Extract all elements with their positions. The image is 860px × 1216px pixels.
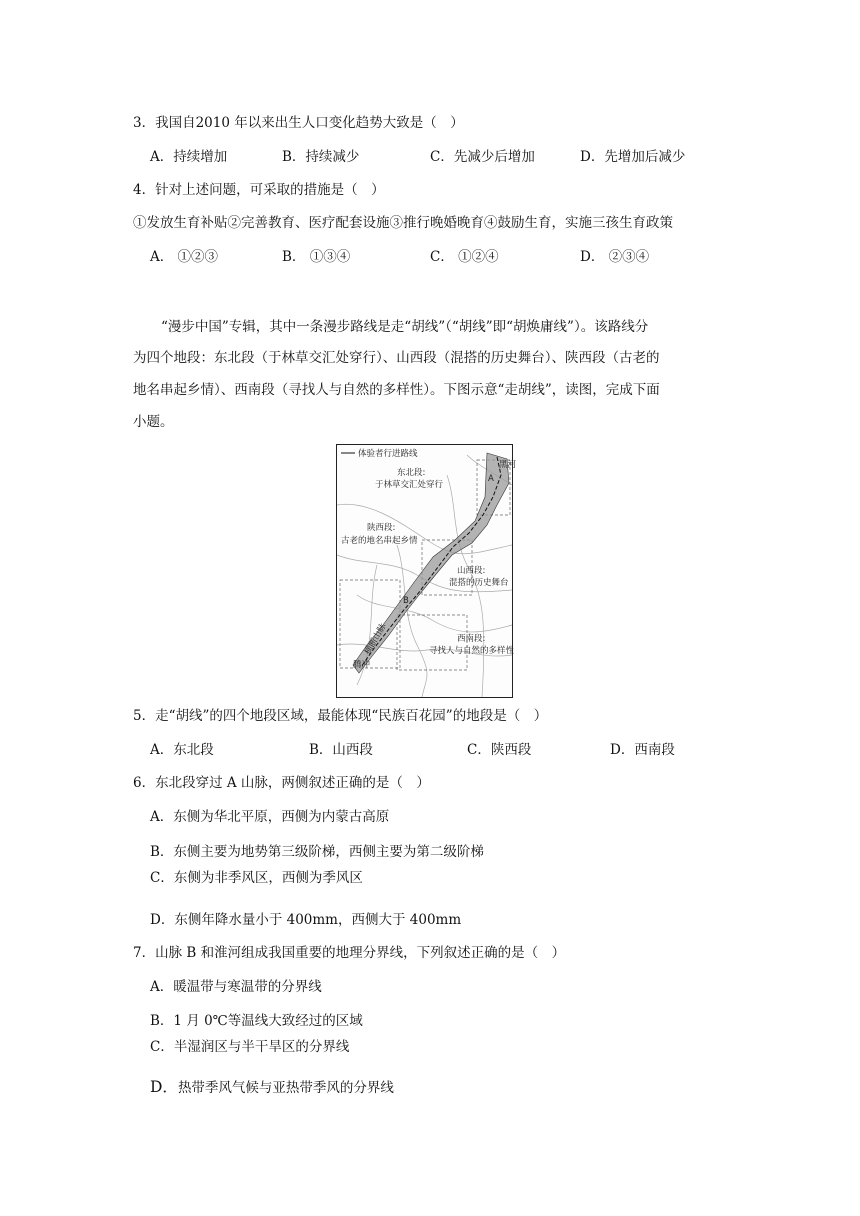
question-4-option-d: D． ②③④ [580, 249, 650, 265]
hu-line-map [336, 444, 517, 698]
hengduan-label: 横断山脉 [362, 622, 389, 657]
question-3-option-d: D．先增加后减少 [580, 149, 686, 165]
shaanxi-title: 陕西段: [367, 523, 396, 533]
question-3-stem: 3．我国自2010 年以来出生人口变化趋势大致是（ ） [133, 115, 464, 131]
question-6-stem: 6．东北段穿过 A 山脉，两侧叙述正确的是（ ） [133, 775, 430, 791]
question-6-option-b: B．东侧主要为地势第三级阶梯，西侧主要为第二级阶梯 [150, 844, 484, 860]
question-7-option-c: C．半湿润区与半干旱区的分界线 [150, 1039, 350, 1055]
question-4-option-a: A． ①②③ [150, 249, 219, 265]
southwest-desc: 寻找人与自然的多样性 [429, 646, 515, 656]
question-5-stem: 5．走“胡线”的四个地段区域，最能体现“民族百花园”的地段是（ ） [133, 708, 548, 724]
question-7-option-d [150, 1078, 394, 1097]
northeast-title: 东北段: [397, 468, 426, 478]
question-4-option-b: B． ①③④ [282, 249, 351, 265]
passage-line-3: 地名串起乡情）、西南段（寻找人与自然的多样性）。下图示意“走胡线”，读图，完成下面 [133, 382, 660, 398]
question-7-stem: 7．山脉 B 和淮河组成我国重要的地理分界线，下列叙述正确的是（ ） [133, 945, 566, 961]
northeast-desc: 于林草交汇处穿行 [375, 480, 444, 490]
question-3-option-b: B．持续减少 [282, 149, 360, 165]
southwest-title: 西南段: [457, 634, 486, 644]
tengchong-label: 腾冲 [353, 660, 371, 670]
legend-label: 体验者行进路线 [358, 449, 418, 459]
marker-b-label: B [403, 596, 409, 606]
question-6-option-d: D．东侧年降水量小于 400mm，西侧大于 400mm [150, 912, 462, 928]
question-6-option-a: A．东侧为华北平原，西侧为内蒙古高原 [150, 809, 390, 825]
question-4-stem: 4．针对上述问题，可采取的措施是（ ） [133, 182, 385, 198]
question-4-measures: ①发放生育补贴②完善教育、医疗配套设施③推行晚婚晚育④鼓励生育，实施三孩生育政策 [133, 215, 673, 231]
passage-line-1: “漫步中国”专辑，其中一条漫步路线是走“胡线”（“胡线”即“胡焕庸线”）。该路线分 [161, 319, 649, 335]
question-4-option-c: C． ①②④ [430, 249, 499, 265]
shanxi-title: 山西段: [457, 566, 486, 576]
question-3-option-a: A．持续增加 [150, 149, 228, 165]
question-7-option-b: B．1 月 0℃等温线大致经过的区域 [150, 1013, 363, 1029]
question-5-option-c: C．陕西段 [467, 742, 532, 758]
question-3-option-c: C．先减少后增加 [430, 149, 535, 165]
question-7-option-d-text: 热带季风气候与亚热带季风的分界线 [177, 1080, 394, 1096]
question-7-option-a: A．暖温带与寒温带的分界线 [150, 979, 322, 995]
passage-line-2: 为四个地段：东北段（于林草交汇处穿行）、山西段（混搭的历史舞台）、陕西段（古老的 [133, 350, 660, 366]
shaanxi-desc: 古老的地名串起乡情 [341, 536, 418, 546]
question-7-option-d-letter: D． [150, 1078, 178, 1096]
shanxi-desc: 混搭的历史舞台 [449, 578, 509, 588]
question-6-option-c: C．东侧为非季风区，西侧为季风区 [150, 870, 363, 886]
question-5-option-d: D．西南段 [610, 742, 675, 758]
map-graphic [337, 445, 517, 697]
heihe-label: 黑河 [499, 460, 517, 470]
passage-line-4: 小题。 [133, 414, 174, 430]
question-5-option-b: B．山西段 [309, 742, 373, 758]
question-5-option-a: A．东北段 [150, 742, 214, 758]
marker-a-label: A [488, 474, 494, 484]
